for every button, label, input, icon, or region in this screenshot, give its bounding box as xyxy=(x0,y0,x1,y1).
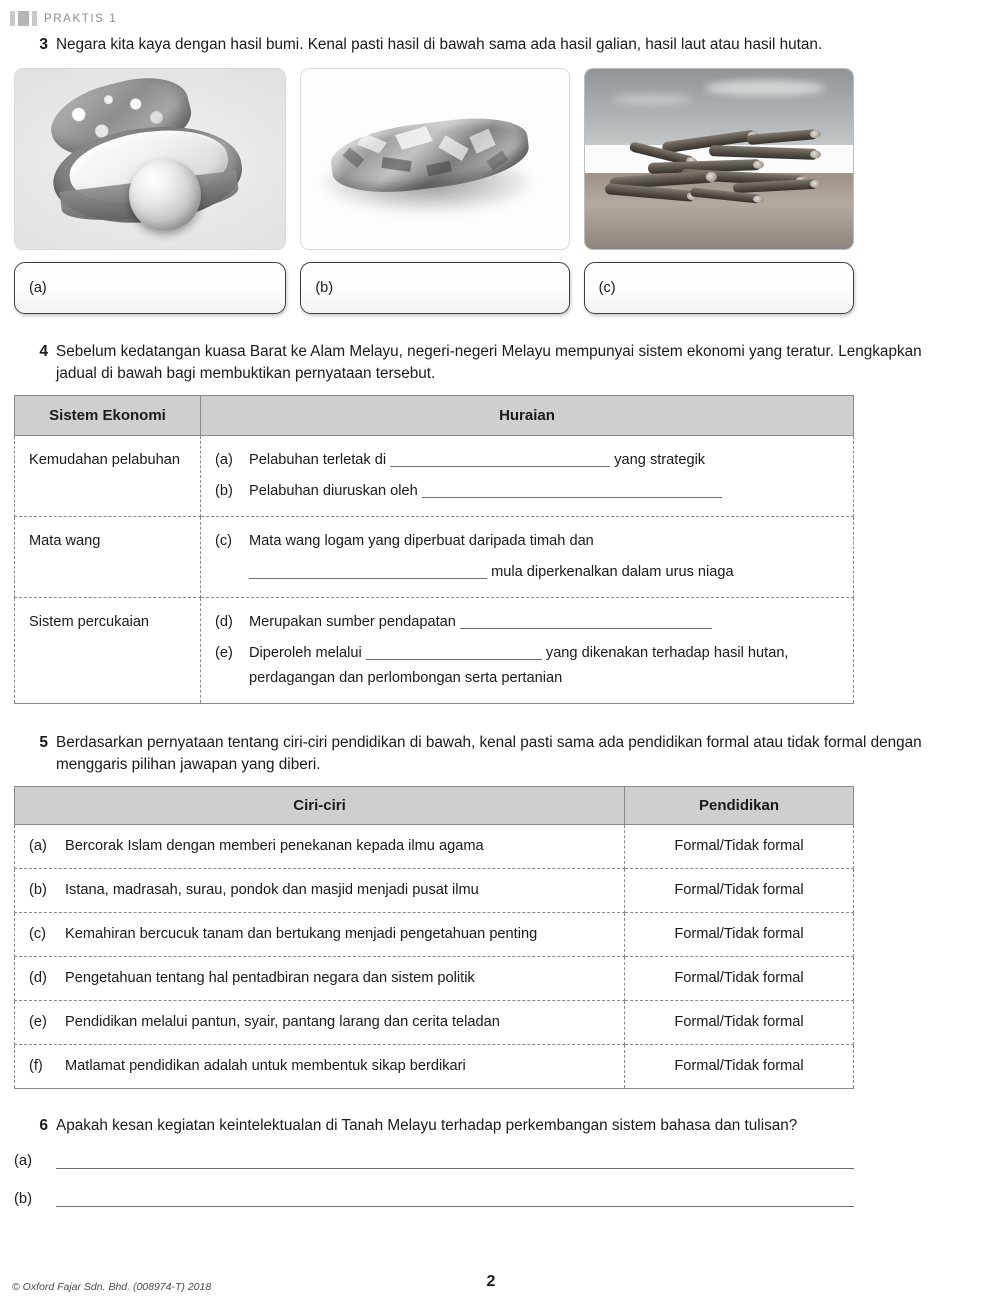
answer-label-c: (c) xyxy=(598,280,616,296)
cell-sistem-kemudahan-pelabuhan: Kemudahan pelabuhan xyxy=(15,436,201,517)
question-5-number: 5 xyxy=(39,734,48,751)
table-header-row xyxy=(15,396,854,436)
item-text-a-before: Pelabuhan terletak di xyxy=(249,452,387,468)
row-label-f: (f) xyxy=(29,1058,43,1074)
fill-blank-b[interactable] xyxy=(422,483,722,498)
cell-ciri-a xyxy=(15,825,625,869)
cell-huraian-kemudahan-pelabuhan xyxy=(201,436,854,517)
page-footer xyxy=(0,1265,982,1295)
question-3-item-a xyxy=(14,68,286,314)
answer-box-c[interactable] xyxy=(584,262,854,314)
fill-blank-a[interactable] xyxy=(390,452,610,467)
cell-ciri-e xyxy=(15,1001,625,1045)
row-text-f: Matlamat pendidikan adalah untuk membentuk sikap berdikari xyxy=(65,1058,466,1074)
cell-ciri-f xyxy=(15,1045,625,1089)
table-row xyxy=(15,825,854,869)
row-label-d: (d) xyxy=(29,970,47,986)
question-6-line-a xyxy=(14,1153,854,1169)
answer-rule-b[interactable] xyxy=(56,1191,854,1207)
row-text-e: Pendidikan melalui pantun, syair, pantang larang dan cerita teladan xyxy=(65,1014,500,1030)
cell-huraian-percukaian xyxy=(201,598,854,704)
cell-ciri-d xyxy=(15,957,625,1001)
question-3 xyxy=(0,34,982,56)
huraian-item-d xyxy=(215,610,845,635)
fill-blank-c[interactable] xyxy=(249,564,487,579)
item-label-d: (d) xyxy=(215,614,233,630)
practice-label: PRAKTIS 1 xyxy=(44,12,118,25)
table-row xyxy=(15,598,854,704)
huraian-item-a xyxy=(215,448,845,473)
huraian-item-e xyxy=(215,641,845,691)
answer-rule-a[interactable] xyxy=(56,1153,854,1169)
table-row xyxy=(15,1045,854,1089)
answer-line-label-b: (b) xyxy=(14,1191,33,1207)
item-text-d-before: Merupakan sumber pendapatan xyxy=(249,614,456,630)
question-6-number: 6 xyxy=(39,1117,48,1134)
question-4-text: Sebelum kedatangan kuasa Barat ke Alam Melayu, negeri-negeri Melayu mempunyai sistem ekonomi yang teratur. Lengkapkan jadual di bawah bagi membuktikan pernyataan tersebut. xyxy=(56,343,922,382)
item-label-c: (c) xyxy=(215,533,233,549)
item-text-c: Mata wang logam yang diperbuat daripada timah dan xyxy=(249,533,594,549)
question-5 xyxy=(0,732,982,776)
question-3-image-row xyxy=(14,68,854,314)
huraian-item-b xyxy=(215,479,845,504)
cell-sistem-percukaian: Sistem percukaian xyxy=(15,598,201,704)
cell-pendidikan-f[interactable]: Formal/Tidak formal xyxy=(625,1045,854,1089)
table-row xyxy=(15,957,854,1001)
item-text-b-before: Pelabuhan diuruskan oleh xyxy=(249,483,418,499)
table-row xyxy=(15,913,854,957)
answer-box-a[interactable] xyxy=(14,262,286,314)
question-6-answer-lines xyxy=(14,1153,854,1207)
question-6-text: Apakah kesan kegiatan keintelektualan di Tanah Melayu terhadap perkembangan sistem bahasa dan tulisan? xyxy=(56,1117,798,1134)
row-label-b: (b) xyxy=(29,882,47,898)
item-label-b: (b) xyxy=(215,483,233,499)
fill-blank-e[interactable] xyxy=(366,645,542,660)
cell-ciri-b xyxy=(15,869,625,913)
table-row xyxy=(15,436,854,517)
row-text-d: Pengetahuan tentang hal pentadbiran negara dan sistem politik xyxy=(65,970,475,986)
oyster-with-pearl-photo xyxy=(14,68,286,250)
huraian-item-c xyxy=(215,529,845,554)
row-label-e: (e) xyxy=(29,1014,47,1030)
cell-ciri-c xyxy=(15,913,625,957)
column-header-huraian: Huraian xyxy=(201,396,854,436)
page-number: 2 xyxy=(486,1273,496,1290)
answer-line-label-a: (a) xyxy=(14,1153,33,1169)
table-row xyxy=(15,1001,854,1045)
economic-system-table xyxy=(14,395,854,704)
tin-ore-mineral-photo xyxy=(300,68,569,250)
column-header-sistem-ekonomi: Sistem Ekonomi xyxy=(15,396,201,436)
question-4 xyxy=(0,341,982,385)
page-header xyxy=(0,0,982,28)
question-6 xyxy=(0,1115,982,1137)
row-label-a: (a) xyxy=(29,838,47,854)
item-text-e-before: Diperoleh melalui xyxy=(249,645,362,661)
table-row xyxy=(15,869,854,913)
header-bars-icon xyxy=(10,11,37,26)
question-6-line-b xyxy=(14,1191,854,1207)
education-characteristics-table xyxy=(14,786,854,1089)
question-5-text: Berdasarkan pernyataan tentang ciri-ciri pendidikan di bawah, kenal pasti sama ada pendidikan formal atau tidak formal dengan menggaris pilihan jawapan yang diberi. xyxy=(56,734,922,773)
answer-label-b: (b) xyxy=(315,280,334,296)
item-text-c-after: mula diperkenalkan dalam urus niaga xyxy=(491,564,734,580)
question-4-number: 4 xyxy=(39,343,48,360)
row-label-c: (c) xyxy=(29,926,47,942)
row-text-a: Bercorak Islam dengan memberi penekanan kepada ilmu agama xyxy=(65,838,484,854)
cell-pendidikan-a[interactable]: Formal/Tidak formal xyxy=(625,825,854,869)
item-label-a: (a) xyxy=(215,452,233,468)
cell-pendidikan-d[interactable]: Formal/Tidak formal xyxy=(625,957,854,1001)
question-3-item-b xyxy=(300,68,569,314)
answer-label-a: (a) xyxy=(29,280,47,296)
cell-sistem-mata-wang: Mata wang xyxy=(15,517,201,598)
question-3-number: 3 xyxy=(39,36,48,53)
stacked-timber-logs-photo xyxy=(584,68,854,250)
answer-box-b[interactable] xyxy=(300,262,569,314)
table-header-row xyxy=(15,787,854,825)
huraian-item-c-continued xyxy=(215,560,845,585)
question-3-item-c xyxy=(584,68,854,314)
item-text-a-after: yang strategik xyxy=(614,452,706,468)
column-header-ciri-ciri: Ciri-ciri xyxy=(15,787,625,825)
column-header-pendidikan: Pendidikan xyxy=(625,787,854,825)
cell-pendidikan-b[interactable]: Formal/Tidak formal xyxy=(625,869,854,913)
question-3-text: Negara kita kaya dengan hasil bumi. Kenal pasti hasil di bawah sama ada hasil galian, hasil laut atau hasil hutan. xyxy=(56,36,823,53)
cell-huraian-mata-wang xyxy=(201,517,854,598)
copyright-text: © Oxford Fajar Sdn. Bhd. (008974-T) 2018 xyxy=(12,1281,212,1293)
cell-pendidikan-e[interactable]: Formal/Tidak formal xyxy=(625,1001,854,1045)
table-row xyxy=(15,517,854,598)
item-text-e-after: yang dikenakan terhadap hasil hutan, perdagangan dan perlombongan serta pertanian xyxy=(249,645,789,686)
row-text-c: Kemahiran bercucuk tanam dan bertukang menjadi pengetahuan penting xyxy=(65,926,538,942)
fill-blank-d[interactable] xyxy=(460,614,712,629)
cell-pendidikan-c[interactable]: Formal/Tidak formal xyxy=(625,913,854,957)
item-label-e: (e) xyxy=(215,645,233,661)
row-text-b: Istana, madrasah, surau, pondok dan masjid menjadi pusat ilmu xyxy=(65,882,479,898)
